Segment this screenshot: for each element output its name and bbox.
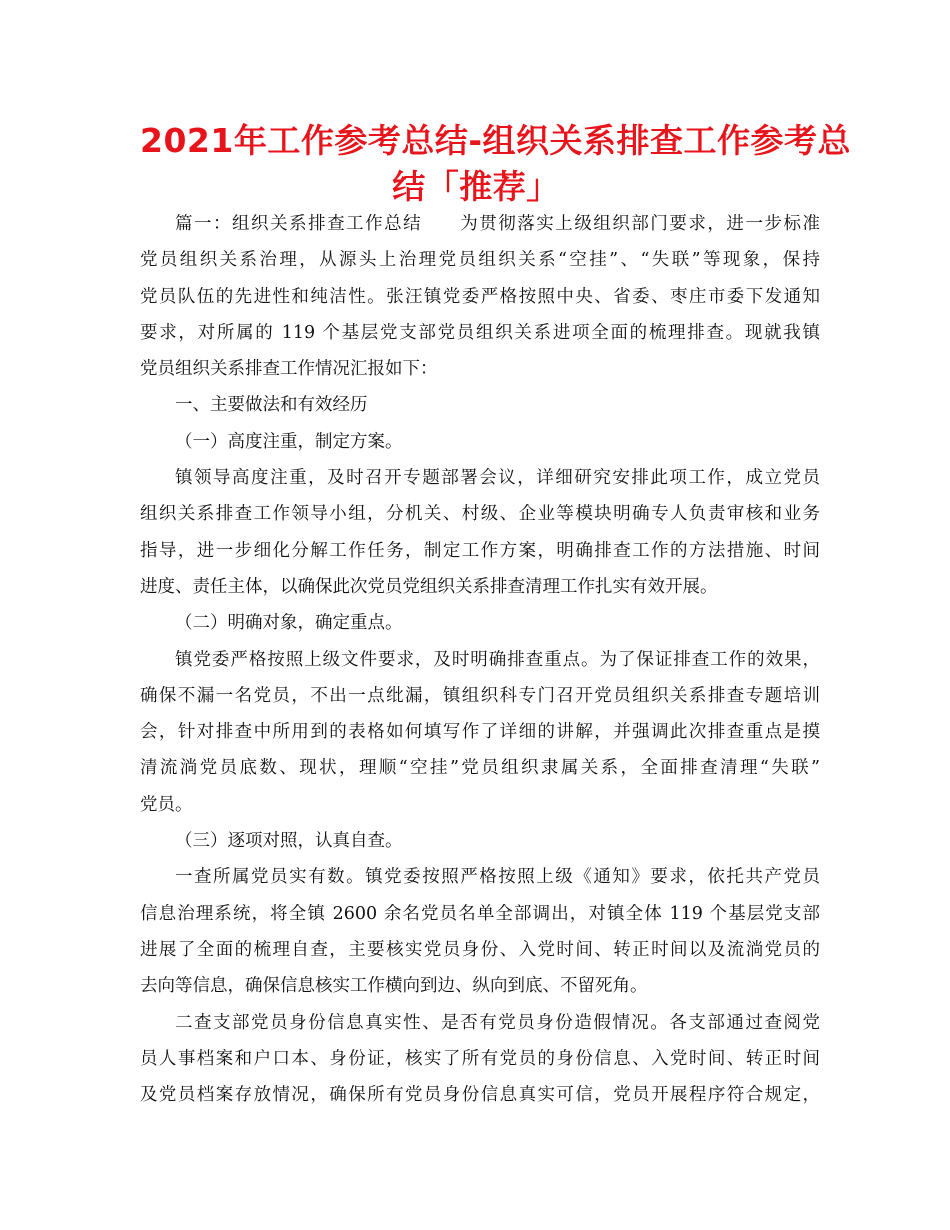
text-line: 党员组织关系排查工作情况汇报如下： [140,359,438,380]
text-line: 要求，对所属的 119 个基层党支部党员组织关系进项全面的梳理排查。现就我镇 [140,322,820,343]
text-line: 一查所属党员实有数。镇党委按照严格按照上级《通知》要求，依托共产党员 [175,867,820,888]
text-line: 镇领导高度注重，及时召开专题部署会议，详细研究安排此项工作，成立党员 [175,468,820,489]
text-line: 指导，进一步细化分解工作任务，制定工作方案，明确排查工作的方法措施、时间 [140,540,820,561]
text-line: 进度、责任主体，以确保此次党员党组织关系排查清理工作扎实有效开展。 [140,576,718,597]
text-line: （三）逐项对照，认真自查。 [175,831,403,852]
text-line: （二）明确对象，确定重点。 [175,613,403,634]
title-line: 结「推荐」 [392,167,560,206]
title-line: 2021年工作参考总结-组织关系排查工作参考总 [140,121,852,160]
text-line: 及党员档案存放情况，确保所有党员身份信息真实可信，党员开展程序符合规定， [140,1085,820,1106]
document-body [140,206,820,1113]
text-line: 去向等信息，确保信息核实工作横向到边、纵向到底、不留死角。 [140,976,648,997]
text-line: 镇党委严格按照上级文件要求，及时明确排查重点。为了保证排查工作的效果， [175,649,820,670]
text-line: 会，针对排查中所用到的表格如何填写作了详细的讲解，并强调此次排查重点是摸 [140,722,820,743]
text-line: 二查支部党员身份信息真实性、是否有党员身份造假情况。各支部通过查阅党 [175,1012,820,1033]
text-line: 员人事档案和户口本、身份证，核实了所有党员的身份信息、入党时间、转正时间 [140,1048,820,1069]
text-line: 篇一：组织关系排查工作总结 为贯彻落实上级组织部门要求，进一步标准 [175,214,820,234]
text-line: 进展了全面的梳理自查，主要核实党员身份、入党时间、转正时间以及流淌党员的 [140,939,820,960]
text-line: 确保不漏一名党员，不出一点纰漏，镇组织科专门召开党员组织关系排查专题培训 [140,685,820,706]
text-line: 清流淌党员底数、现状，理顺“空挂”党员组织隶属关系，全面排查清理“失联” [140,758,820,779]
text-line: 党员组织关系治理，从源头上治理党员组织关系“空挂”、“失联”等现象，保持 [140,250,820,271]
text-line: 信息治理系统，将全镇 2600 余名党员名单全部调出，对镇全体 119 个基层党支部 [140,903,820,924]
document-title [140,118,852,210]
text-line: 党员队伍的先进性和纯洁性。张汪镇党委严格按照中央、省委、枣庄市委下发通知 [140,286,820,307]
text-line: 一、主要做法和有效经历 [175,395,368,416]
text-line: 党员。 [140,794,193,815]
text-line: （一）高度注重，制定方案。 [175,431,403,452]
text-line: 组织关系排查工作领导小组，分机关、村级、企业等模块明确专人负责审核和业务 [140,504,820,525]
